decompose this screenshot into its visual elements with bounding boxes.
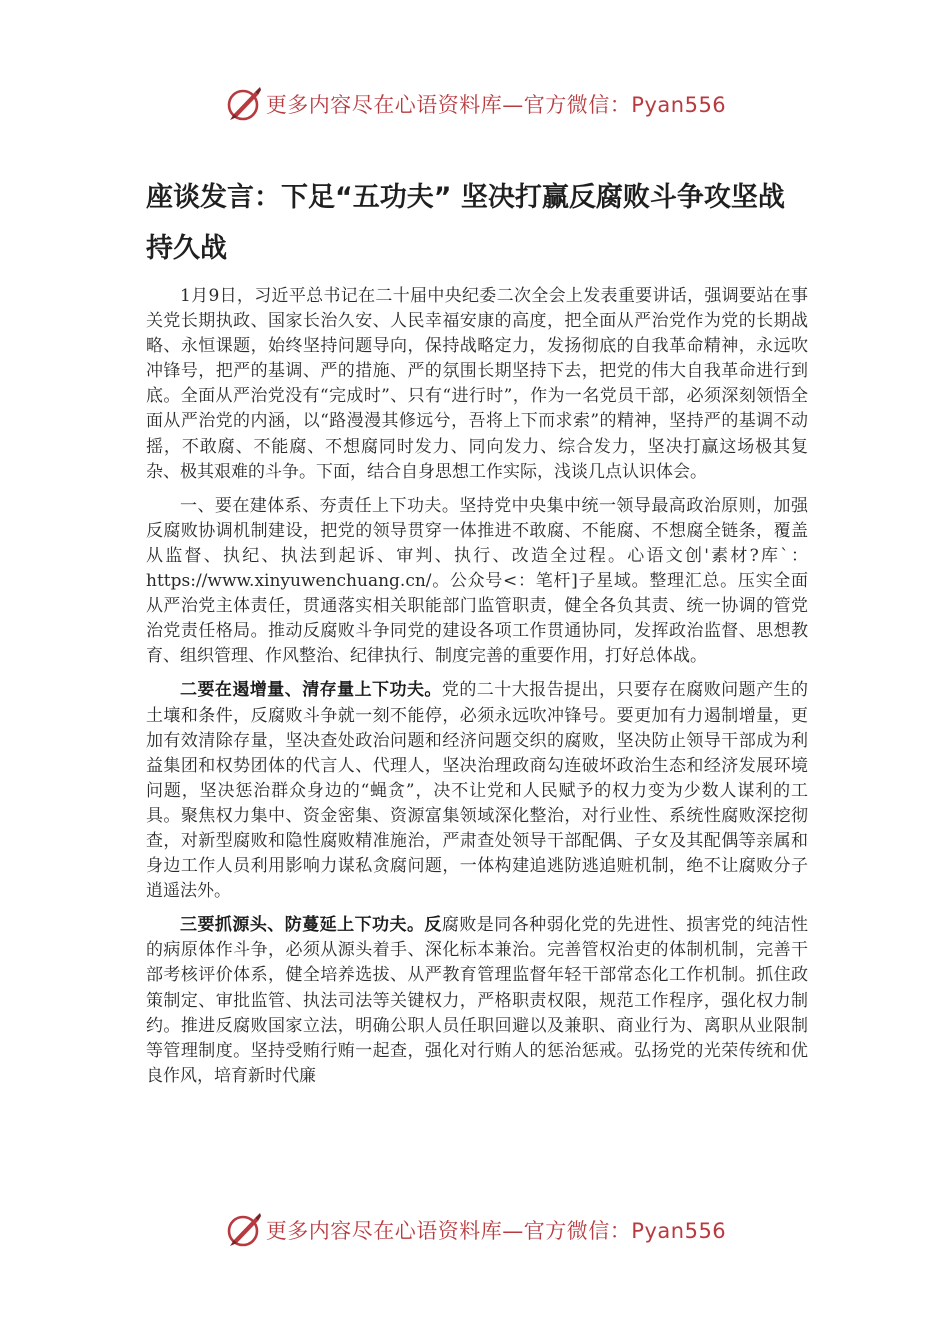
paragraph-1: 一、要在建体系、夯责任上下功夫。坚持党中央集中统一领导最高政治原则，加强反腐败协调机制建设，把党的领导贯穿一体推进不敢腐、不能腐、不想腐全链条，覆盖从监督、执纪、执法到起诉、审判、执行、改造全过程。心语文创'素材?库`：https://www.xinyuwenchuang.cn/。公众号<：笔杆]子星域。整理汇总。压实全面从严治党主体责任，贯通落实相关职能部门监管职责，健全各负其责、统一协调的管党治党责任格局。推动反腐败斗争同党的建设各项工作贯通协同，发挥政治监督、思想教育、组织管理、作风整治、纪律执行、制度完善的重要作用，打好总体战。 xyxy=(146,495,808,667)
header-banner-text: 更多内容尽在心语资料库—官方微信：Pyan556 xyxy=(265,93,727,117)
brush-pen-logo-icon xyxy=(224,84,264,124)
article-body xyxy=(146,284,808,1089)
paragraph-3-heading: 三要抓源头、防蔓延上下功夫。反 xyxy=(180,915,442,936)
header-banner xyxy=(0,82,950,126)
brush-pen-logo-icon xyxy=(224,1210,264,1250)
footer-banner-text: 更多内容尽在心语资料库—官方微信：Pyan556 xyxy=(265,1219,727,1243)
page-title: 座谈发言：下足“五功夫” 坚决打赢反腐败斗争攻坚战持久战 xyxy=(146,182,785,264)
footer-banner xyxy=(0,1208,950,1252)
paragraph-intro: 1月9日，习近平总书记在二十届中央纪委二次全会上发表重要讲话，强调要站在事关党长期执政、国家长治久安、人民幸福安康的高度，把全面从严治党作为党的长期战略、永恒课题，始终坚持问题导向，保持战略定力，发扬彻底的自我革命精神，永远吹冲锋号，把严的基调、严的措施、严的氛围长期坚持下去，把党的伟大自我革命进行到底。全面从严治党没有“完成时”、只有“进行时”，作为一名党员干部，必须深刻领悟全面从严治党的内涵，以“路漫漫其修远兮，吾将上下而求索”的精神，坚持严的基调不动摇，不敢腐、不能腐、不想腐同时发力、同向发力、综合发力，坚决打赢这场极其复杂、极其艰难的斗争。下面，结合自身思想工作实际，浅谈几点认识体会。 xyxy=(146,286,808,482)
paragraph-2: 二要在遏增量、清存量上下功夫。党的二十大报告提出，只要存在腐败问题产生的土壤和条件，反腐败斗争就一刻不能停，必须永远吹冲锋号。要更加有力遏制增量，更加有效清除存量，坚决查处政治问题和经济问题交织的腐败，坚决防止领导干部成为利益集团和权势团体的代言人、代理人，坚决治理政商勾连破坏政治生态和经济发展环境问题，坚决惩治群众身边的“蝇贪”，决不让党和人民赋予的权力变为少数人谋利的工具。聚焦权力集中、资金密集、资源富集领域深化整治，对行业性、系统性腐败深挖彻查，对新型腐败和隐性腐败精准施治，严肃查处领导干部配偶、子女及其配偶等亲属和身边工作人员利用影响力谋私贪腐问题，一体构建追逃防逃追赃机制，绝不让腐败分子逍遥法外。 xyxy=(146,680,809,902)
paragraph-2-heading: 二要在遏增量、清存量上下功夫。 xyxy=(180,680,442,701)
paragraph-3: 三要抓源头、防蔓延上下功夫。反腐败是同各种弱化党的先进性、损害党的纯洁性的病原体作斗争，必须从源头着手、深化标本兼治。完善管权治吏的体制机制，完善干部考核评价体系，健全培养选拔、从严教育管理监督年轻干部常态化工作机制。抓住政策制定、审批监管、执法司法等关键权力，严格职责权限，规范工作程序，强化权力制约。推进反腐败国家立法，明确公职人员任职回避以及兼职、商业行为、离职从业限制等管理制度。坚持受贿行贿一起查，强化对行贿人的惩治惩戒。弘扬党的光荣传统和优良作风，培育新时代廉 xyxy=(146,915,809,1086)
